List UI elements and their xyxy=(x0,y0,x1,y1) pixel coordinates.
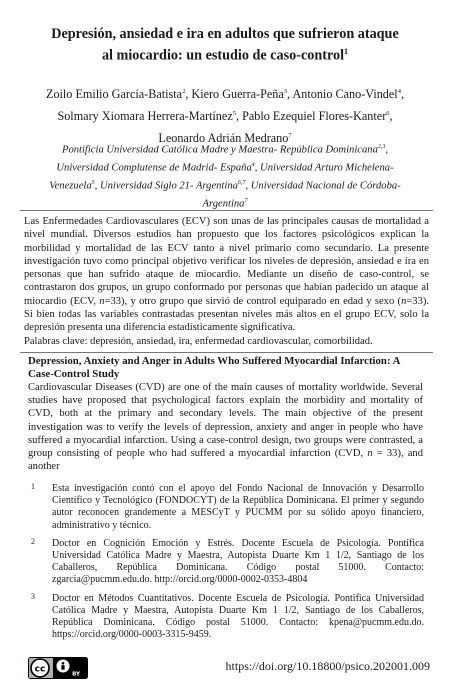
author-line xyxy=(28,104,422,126)
footnote-number: 3 xyxy=(31,591,35,601)
abstract-es: Las Enfermedades Cardiovasculares (ECV) son unas de las principales causas de mortalidad a nivel mundial. Diversos estudios han propuesto que los factores psicológicos explican la morbilidad y mortalidad de las ECV tanto a nivel primario como secundario. La presente investigación tuvo como principal objetivo verificar los niveles de depresión, ansiedad e ira en personas que han sufrido ataque de miocardio. Mediante un diseño de caso-control, se contrastaron dos grupos, un grupo conformado por personas que habían padecido un ataque al miocardio (ECV, n=33), y otro grupo que sirvió de control equiparado en edad y sexo (n=33). Si bien todas las variables contrastadas presentan niveles más altos en el grupo ECV, solo la depresión presenta una diferencia estadísticamente significativa. Palabras clave: depresión, ansiedad, ira, enfermedad cardiovascular, comorbilidad. xyxy=(20,210,433,353)
by-label: BY xyxy=(72,671,80,678)
cc-by-license-badge[interactable] xyxy=(28,657,88,679)
abstract-en: Cardiovascular Diseases (CVD) are one of the main causes of mortality worldwide. Several studies have proposed that psychological factors explain the morbidity and mortality of CVD, both at the primary and secondary levels. The main objective of the present investigation was to verify the levels of depression, anxiety and anger in people who have suffered a myocardial infarction. Using a case-control design, two groups were contrasted, a group consisting of people who had suffered a myocardial infarction (CVD, n = 33), and another xyxy=(28,382,423,473)
affiliation-name: , xyxy=(385,144,389,156)
footnote-text: Esta investigación contó con el apoyo del Fondo Nacional de Innovación y Desarrollo Científico y Tecnológico (FONDOCYT) de la República Dominicana. El primer y segundo autor reconocen grandemente a MESCyT y PUCMM por su sólido apoyo financiero, administrativo y técnico. xyxy=(52,483,424,531)
affiliation-name: Universidad Complutense de Madrid- España xyxy=(56,162,252,174)
author-superscript: 3 xyxy=(283,88,288,95)
english-title: Depression, Anxiety and Anger in Adults Who Suffered Myocardial Infarction: A Case-Control Study xyxy=(28,355,400,380)
affiliation-line xyxy=(32,140,418,158)
affiliation-superscript: 4 xyxy=(251,162,255,169)
affiliation-superscript: 5 xyxy=(91,180,95,187)
footnote xyxy=(28,593,424,642)
title-footnote-marker: 1 xyxy=(344,47,349,56)
footnote xyxy=(28,483,424,532)
footnote-number: 1 xyxy=(31,482,35,491)
author-superscript: 7 xyxy=(288,132,292,140)
author-name: , Antonio Cano-Vindel xyxy=(287,87,398,102)
affiliation-name: Pontificia Universidad Católica Madre y Maestra- República Dominicana xyxy=(61,144,378,156)
author-name: Zoilo Emilio García-Batista xyxy=(46,87,183,102)
footnote-number: 2 xyxy=(31,536,35,546)
author-name: , xyxy=(400,87,404,102)
affiliation-superscript: 2,3 xyxy=(377,144,386,150)
affiliation-line xyxy=(32,158,418,176)
cc-label: cc xyxy=(34,664,46,675)
footnote xyxy=(28,538,424,587)
footnote-text: Doctor en Métodos Cuantitativos. Docente Escuela de Psicología. Pontifica Universidad Católica Madre y Maestra, Autopista Duarte Km 1 1/2, Santiago de los Caballeros, República Dominicana. Código postal 51000. Contacto: kpena@pucmm.edu.do. https://orcid.org/0000-0003-3315-9459. xyxy=(52,592,424,641)
author-name: Solmary Xiomara Herrera-Martínez xyxy=(57,109,233,124)
author-name: , Pablo Ezequiel Flores-Kanter xyxy=(235,109,387,124)
author-list xyxy=(28,82,422,148)
author-line xyxy=(28,82,422,104)
affiliation-name: , Universidad Siglo 21- Argentina xyxy=(94,180,238,192)
affiliation-name: , Universidad Nacional de Córdoba- xyxy=(245,180,401,192)
affiliation-superscript: 6,7 xyxy=(237,180,246,187)
doi-link[interactable]: https://doi.org/10.18800/psico.202001.009 xyxy=(225,659,430,673)
author-name: Leonardo Adrián Medrano xyxy=(158,131,289,146)
author-superscript: 6 xyxy=(386,110,390,118)
footnote-text: Doctor en Cognición Emoción y Estrés. Docente Escuela de Psicología. Pontifica Universidad Católica Madre y Maestra, Autopista Duarte Km 1 1/2, Santiago de los Caballeros, República Dominicana. Código postal 51000. Contacto: zgarcia@pucmm.edu.do. http://orcid.org/0000-0002-0353-4804 xyxy=(52,537,424,586)
affiliation-line xyxy=(32,176,418,194)
affiliation-name: Argentina xyxy=(202,198,245,210)
author-superscript: 4 xyxy=(397,88,401,95)
footnotes xyxy=(28,483,424,647)
cc-by-icon xyxy=(28,657,88,679)
affiliation-superscript: 7 xyxy=(244,198,248,205)
affiliation-name: , Universidad Arturo Michelena- xyxy=(254,162,394,174)
author-name: , xyxy=(389,109,393,124)
paper-title: Depresión, ansiedad e ira en adultos que sufrieron ataque al miocardio: un estudio de caso-control$^1$ xyxy=(51,26,399,64)
affiliation-name: Venezuela xyxy=(49,180,92,192)
affiliation-list xyxy=(32,140,418,212)
keywords-es: Palabras clave: depresión, ansiedad, ira, enfermedad cardiovascular, comorbilidad. xyxy=(24,335,373,347)
author-name: , Kiero Guerra-Peña xyxy=(185,87,284,102)
author-superscript: 2 xyxy=(182,88,186,95)
author-superscript: 5 xyxy=(232,110,236,118)
